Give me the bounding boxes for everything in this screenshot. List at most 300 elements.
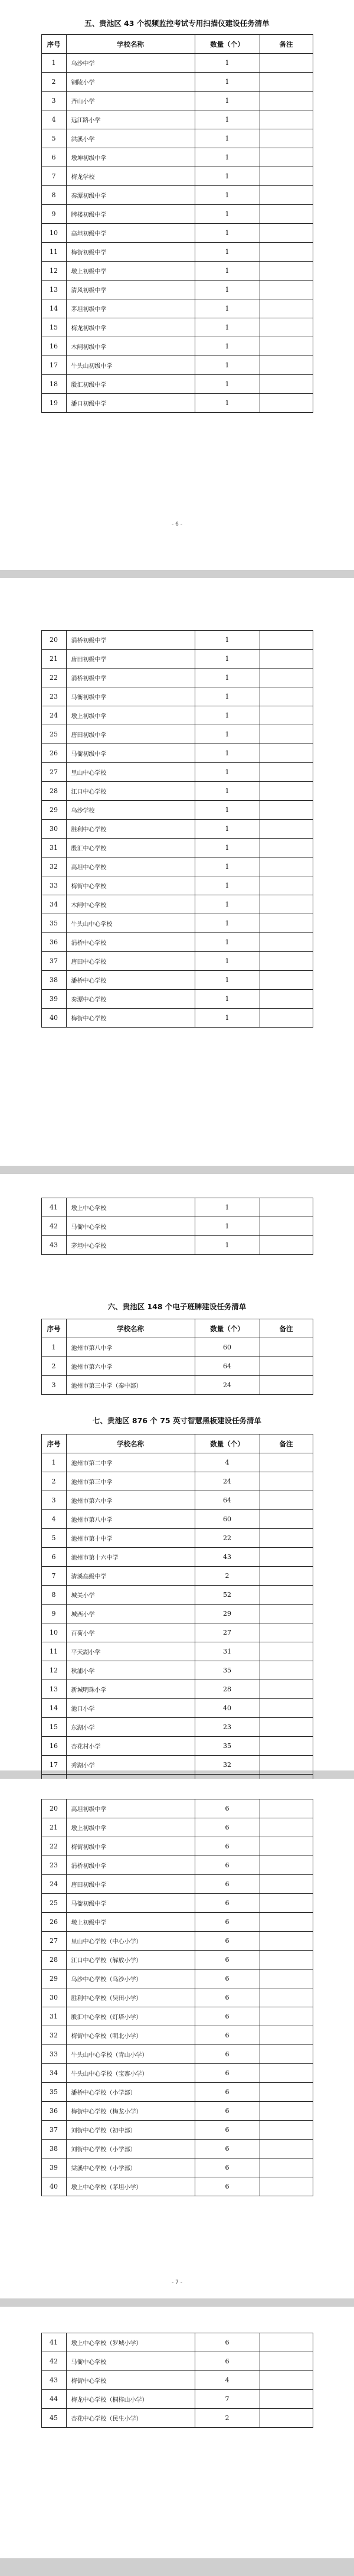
quantity: 1: [195, 1009, 260, 1028]
note-cell: [260, 1718, 313, 1737]
table-row: [41, 243, 313, 262]
table-row: [41, 1605, 313, 1623]
school-name: 远江路小学: [66, 110, 195, 129]
table-row: [41, 92, 313, 110]
row-number: 22: [41, 1837, 66, 1856]
table-row: [41, 1913, 313, 1932]
note-cell: [260, 725, 313, 744]
note-cell: [260, 1338, 313, 1357]
row-number: 32: [41, 2026, 66, 2045]
header-note: 备注: [260, 1434, 313, 1453]
note-cell: [260, 1453, 313, 1472]
table-row: [41, 2352, 313, 2371]
table-row: [41, 337, 313, 356]
quantity: 6: [195, 2102, 260, 2121]
table-wrap: [0, 2333, 354, 2428]
school-name: 江口中心学校（解放小学）: [66, 1951, 195, 1970]
row-number: 29: [41, 801, 66, 820]
note-cell: [260, 1970, 313, 1988]
school-name: 里山中心学校: [66, 763, 195, 782]
quantity: 22: [195, 1529, 260, 1548]
quantity: 1: [195, 337, 260, 356]
quantity: 6: [195, 1970, 260, 1988]
school-name: 唐田中心学校: [66, 952, 195, 971]
school-name: 乌沙中学: [66, 54, 195, 73]
section-title: 七、贵池区 876 个 75 英寸智慧黑板建设任务清单: [93, 1416, 261, 1425]
note-cell: [260, 971, 313, 990]
row-number: 11: [41, 1642, 66, 1661]
row-number: 3: [41, 92, 66, 110]
row-number: 21: [41, 650, 66, 669]
note-cell: [260, 952, 313, 971]
page-sheet: [0, 578, 354, 1166]
row-number: 1: [41, 1338, 66, 1357]
table-row: [41, 262, 313, 281]
school-name: 潘桥中心学校（小学部）: [66, 2083, 195, 2102]
table-row: [41, 1472, 313, 1491]
table-row: [41, 1548, 313, 1567]
task-table: [41, 1319, 313, 1395]
note-cell: [260, 205, 313, 224]
quantity: 6: [195, 2007, 260, 2026]
row-number: 39: [41, 990, 66, 1009]
quantity: 1: [195, 375, 260, 394]
note-cell: [260, 1491, 313, 1510]
quantity: 27: [195, 1623, 260, 1642]
note-cell: [260, 1642, 313, 1661]
table-row: [41, 2158, 313, 2177]
note-cell: [260, 1894, 313, 1913]
school-name: 梅龙中心学校（桐梓山小学）: [66, 2390, 195, 2409]
row-number: 20: [41, 631, 66, 650]
row-number: 25: [41, 725, 66, 744]
note-cell: [260, 1510, 313, 1529]
table-row: [41, 1970, 313, 1988]
row-number: 27: [41, 763, 66, 782]
quantity: 43: [195, 1548, 260, 1567]
note-cell: [260, 394, 313, 413]
row-number: 33: [41, 2045, 66, 2064]
table-row: [41, 1856, 313, 1875]
header-qty: 数量（个）: [195, 35, 260, 54]
row-number: 34: [41, 2064, 66, 2083]
table-row: [41, 1009, 313, 1028]
section-title: 五、贵池区 43 个视频监控考试专用扫描仪建设任务清单: [84, 19, 270, 28]
note-cell: [260, 54, 313, 73]
row-number: 35: [41, 2083, 66, 2102]
quantity: 1: [195, 952, 260, 971]
note-cell: [260, 224, 313, 243]
school-name: 里山中心学校（中心小学）: [66, 1932, 195, 1951]
note-cell: [260, 669, 313, 687]
quantity: 1: [195, 186, 260, 205]
school-name: 墩坤初级中学: [66, 148, 195, 167]
table-wrap: [0, 34, 354, 413]
table-row: [41, 971, 313, 990]
note-cell: [260, 1837, 313, 1856]
quantity: 6: [195, 2333, 260, 2352]
note-cell: [260, 2121, 313, 2140]
note-cell: [260, 2064, 313, 2083]
note-cell: [260, 1198, 313, 1217]
row-number: 17: [41, 356, 66, 375]
note-cell: [260, 744, 313, 763]
row-number: 44: [41, 2390, 66, 2409]
row-number: 14: [41, 299, 66, 318]
table-row: [41, 1198, 313, 1217]
quantity: 6: [195, 1856, 260, 1875]
school-name: 齐山小学: [66, 92, 195, 110]
row-number: 6: [41, 1548, 66, 1567]
table-wrap: [0, 1434, 354, 1831]
row-number: 40: [41, 2177, 66, 2196]
table-row: [41, 914, 313, 933]
table-row: [41, 2007, 313, 2026]
quantity: 1: [195, 243, 260, 262]
note-cell: [260, 1875, 313, 1894]
note-cell: [260, 2333, 313, 2352]
row-number: 11: [41, 243, 66, 262]
note-cell: [260, 262, 313, 281]
quantity: 6: [195, 2121, 260, 2140]
table-row: [41, 933, 313, 952]
page-number: - 6 -: [172, 521, 182, 527]
note-cell: [260, 2045, 313, 2064]
row-number: 26: [41, 1913, 66, 1932]
row-number: 29: [41, 1970, 66, 1988]
quantity: 1: [195, 281, 260, 299]
school-name: 梅街中心学校: [66, 876, 195, 895]
quantity: 1: [195, 318, 260, 337]
table-row: [41, 1699, 313, 1718]
quantity: 6: [195, 1799, 260, 1818]
note-cell: [260, 801, 313, 820]
note-cell: [260, 1756, 313, 1775]
table-row: [41, 2102, 313, 2121]
table-row: [41, 1756, 313, 1775]
note-cell: [260, 110, 313, 129]
row-number: 8: [41, 186, 66, 205]
school-name: 清风初级中学: [66, 281, 195, 299]
school-name: 殷汇中心学校: [66, 839, 195, 857]
row-number: 23: [41, 1856, 66, 1875]
quantity: 1: [195, 54, 260, 73]
row-number: 9: [41, 205, 66, 224]
row-number: 37: [41, 952, 66, 971]
page-sheet: [0, 1174, 354, 1770]
note-cell: [260, 281, 313, 299]
row-number: 2: [41, 1472, 66, 1491]
quantity: 2: [195, 2409, 260, 2428]
note-cell: [260, 631, 313, 650]
table-wrap: [0, 1799, 354, 2196]
row-number: 1: [41, 54, 66, 73]
quantity: 60: [195, 1338, 260, 1357]
quantity: 1: [195, 914, 260, 933]
school-name: 胜利中心学校: [66, 820, 195, 839]
row-number: 12: [41, 1661, 66, 1680]
header-qty: 数量（个）: [195, 1434, 260, 1453]
quantity: 1: [195, 129, 260, 148]
row-number: 8: [41, 1586, 66, 1605]
quantity: 1: [195, 706, 260, 725]
quantity: 32: [195, 1756, 260, 1775]
note-cell: [260, 2083, 313, 2102]
table-row: [41, 2121, 313, 2140]
quantity: 1: [195, 687, 260, 706]
school-name: 高坦初级中学: [66, 1799, 195, 1818]
table-row: [41, 375, 313, 394]
table-row: [41, 129, 313, 148]
quantity: 1: [195, 763, 260, 782]
table-row: [41, 2371, 313, 2390]
note-cell: [260, 2177, 313, 2196]
school-name: 池州市第八中学: [66, 1510, 195, 1529]
row-number: 39: [41, 2158, 66, 2177]
table-row: [41, 1586, 313, 1605]
quantity: 6: [195, 2045, 260, 2064]
table-row: [41, 2333, 313, 2352]
table-row: [41, 706, 313, 725]
row-number: 9: [41, 1605, 66, 1623]
table-row: [41, 857, 313, 876]
quantity: 6: [195, 2026, 260, 2045]
note-cell: [260, 1737, 313, 1756]
school-name: 唐田初级中学: [66, 650, 195, 669]
quantity: 6: [195, 1837, 260, 1856]
task-table: [41, 2333, 313, 2428]
row-number: 41: [41, 2333, 66, 2352]
note-cell: [260, 1567, 313, 1586]
school-name: 墩上中心学校: [66, 1198, 195, 1217]
school-name: 牛头山初级中学: [66, 356, 195, 375]
note-cell: [260, 763, 313, 782]
note-cell: [260, 73, 313, 92]
table-row: [41, 631, 313, 650]
note-cell: [260, 92, 313, 110]
note-cell: [260, 2390, 313, 2409]
row-number: 5: [41, 129, 66, 148]
row-number: 22: [41, 669, 66, 687]
quantity: 1: [195, 1217, 260, 1236]
school-name: 梅街初级中学: [66, 1837, 195, 1856]
note-cell: [260, 2102, 313, 2121]
school-name: 马衙初级中学: [66, 687, 195, 706]
note-cell: [260, 186, 313, 205]
row-number: 5: [41, 1529, 66, 1548]
quantity: 64: [195, 1491, 260, 1510]
row-number: 40: [41, 1009, 66, 1028]
quantity: 1: [195, 990, 260, 1009]
row-number: 3: [41, 1491, 66, 1510]
school-name: 马衙中心学校: [66, 2352, 195, 2371]
quantity: 1: [195, 631, 260, 650]
table-row: [41, 744, 313, 763]
note-cell: [260, 839, 313, 857]
row-number: 28: [41, 1951, 66, 1970]
row-number: 32: [41, 857, 66, 876]
note-cell: [260, 337, 313, 356]
note-cell: [260, 356, 313, 375]
quantity: 6: [195, 2140, 260, 2158]
note-cell: [260, 243, 313, 262]
quantity: 1: [195, 820, 260, 839]
school-name: 潘口初级中学: [66, 394, 195, 413]
task-table: [41, 1434, 313, 1831]
school-name: 牛头山中心学校（宝寨小学）: [66, 2064, 195, 2083]
task-table: [41, 1198, 313, 1255]
row-number: 13: [41, 1680, 66, 1699]
table-row: [41, 1338, 313, 1357]
quantity: 24: [195, 1376, 260, 1395]
note-cell: [260, 1009, 313, 1028]
note-cell: [260, 1661, 313, 1680]
school-name: 牌楼初级中学: [66, 205, 195, 224]
school-name: 秋浦小学: [66, 1661, 195, 1680]
table-wrap: [0, 1319, 354, 1395]
note-cell: [260, 933, 313, 952]
row-number: 45: [41, 2409, 66, 2428]
row-number: 31: [41, 839, 66, 857]
note-cell: [260, 687, 313, 706]
quantity: 35: [195, 1661, 260, 1680]
school-name: 梅街中心学校: [66, 2371, 195, 2390]
table-row: [41, 1718, 313, 1737]
note-cell: [260, 2371, 313, 2390]
school-name: 洪溪小学: [66, 129, 195, 148]
row-number: 1: [41, 1453, 66, 1472]
table-row: [41, 820, 313, 839]
table-row: [41, 1988, 313, 2007]
row-number: 27: [41, 1932, 66, 1951]
row-number: 43: [41, 1236, 66, 1255]
page-sheet: [0, 1779, 354, 2298]
quantity: 1: [195, 782, 260, 801]
row-number: 6: [41, 148, 66, 167]
note-cell: [260, 2026, 313, 2045]
note-cell: [260, 706, 313, 725]
school-name: 棠溪中心学校（小学部）: [66, 2158, 195, 2177]
header-no: 序号: [41, 35, 66, 54]
school-name: 刘街中心学校（小学部）: [66, 2140, 195, 2158]
note-cell: [260, 299, 313, 318]
note-cell: [260, 1988, 313, 2007]
school-name: 梅街中心学校（明北小学）: [66, 2026, 195, 2045]
table-row: [41, 990, 313, 1009]
school-name: 墩上中心学校（罗城小学）: [66, 2333, 195, 2352]
school-name: 池州市第十六中学: [66, 1548, 195, 1567]
school-name: 梅街中心学校: [66, 1009, 195, 1028]
quantity: 1: [195, 725, 260, 744]
note-cell: [260, 2007, 313, 2026]
quantity: 1: [195, 857, 260, 876]
quantity: 28: [195, 1680, 260, 1699]
table-row: [41, 687, 313, 706]
note-cell: [260, 1472, 313, 1491]
header-no: 序号: [41, 1434, 66, 1453]
row-number: 43: [41, 2371, 66, 2390]
header-school: 学校名称: [66, 35, 195, 54]
note-cell: [260, 990, 313, 1009]
note-cell: [260, 1376, 313, 1395]
table-row: [41, 1875, 313, 1894]
school-name: 马衙中心学校: [66, 1217, 195, 1236]
quantity: 1: [195, 650, 260, 669]
section-title: 六、贵池区 148 个电子班牌建设任务清单: [107, 1302, 247, 1311]
quantity: 1: [195, 876, 260, 895]
quantity: 6: [195, 1894, 260, 1913]
table-row: [41, 2026, 313, 2045]
quantity: 4: [195, 1453, 260, 1472]
school-name: 百荷小学: [66, 1623, 195, 1642]
row-number: 15: [41, 1718, 66, 1737]
row-number: 16: [41, 337, 66, 356]
quantity: 1: [195, 1198, 260, 1217]
quantity: 4: [195, 2371, 260, 2390]
school-name: 城关小学: [66, 1586, 195, 1605]
row-number: 25: [41, 1894, 66, 1913]
note-cell: [260, 148, 313, 167]
school-name: 涓桥中心学校: [66, 933, 195, 952]
table-row: [41, 952, 313, 971]
school-name: 胜利中心学校（吴田小学）: [66, 1988, 195, 2007]
note-cell: [260, 167, 313, 186]
school-name: 城西小学: [66, 1605, 195, 1623]
school-name: 梅街中心学校（梅龙小学）: [66, 2102, 195, 2121]
quantity: 6: [195, 1951, 260, 1970]
row-number: 24: [41, 706, 66, 725]
header-note: 备注: [260, 35, 313, 54]
row-number: 41: [41, 1198, 66, 1217]
school-name: 新城明珠小学: [66, 1680, 195, 1699]
note-cell: [260, 375, 313, 394]
note-cell: [260, 129, 313, 148]
table-row: [41, 224, 313, 243]
note-cell: [260, 2140, 313, 2158]
header-note: 备注: [260, 1319, 313, 1338]
quantity: 60: [195, 1510, 260, 1529]
table-row: [41, 205, 313, 224]
row-number: 10: [41, 1623, 66, 1642]
note-cell: [260, 1217, 313, 1236]
row-number: 4: [41, 110, 66, 129]
school-name: 墩上中心学校（茅坦小学）: [66, 2177, 195, 2196]
school-name: 茅坦初级中学: [66, 299, 195, 318]
page-sheet: [0, 2307, 354, 2558]
school-name: 唐田初级中学: [66, 725, 195, 744]
quantity: 40: [195, 1699, 260, 1718]
school-name: 茅坦中心学校: [66, 1236, 195, 1255]
quantity: 1: [195, 148, 260, 167]
table-row: [41, 1453, 313, 1472]
quantity: 35: [195, 1737, 260, 1756]
school-name: 涓桥初级中学: [66, 1856, 195, 1875]
header-qty: 数量（个）: [195, 1319, 260, 1338]
table-row: [41, 1510, 313, 1529]
quantity: 1: [195, 299, 260, 318]
school-name: 马衙初级中学: [66, 744, 195, 763]
note-cell: [260, 318, 313, 337]
school-name: 清溪高级中学: [66, 1567, 195, 1586]
school-name: 牛头山中心学校（青山小学）: [66, 2045, 195, 2064]
school-name: 池州市第二中学: [66, 1453, 195, 1472]
school-name: 池州市第三中学: [66, 1472, 195, 1491]
row-number: 36: [41, 933, 66, 952]
note-cell: [260, 650, 313, 669]
header-no: 序号: [41, 1319, 66, 1338]
quantity: 1: [195, 895, 260, 914]
school-name: 马衙初级中学: [66, 1894, 195, 1913]
